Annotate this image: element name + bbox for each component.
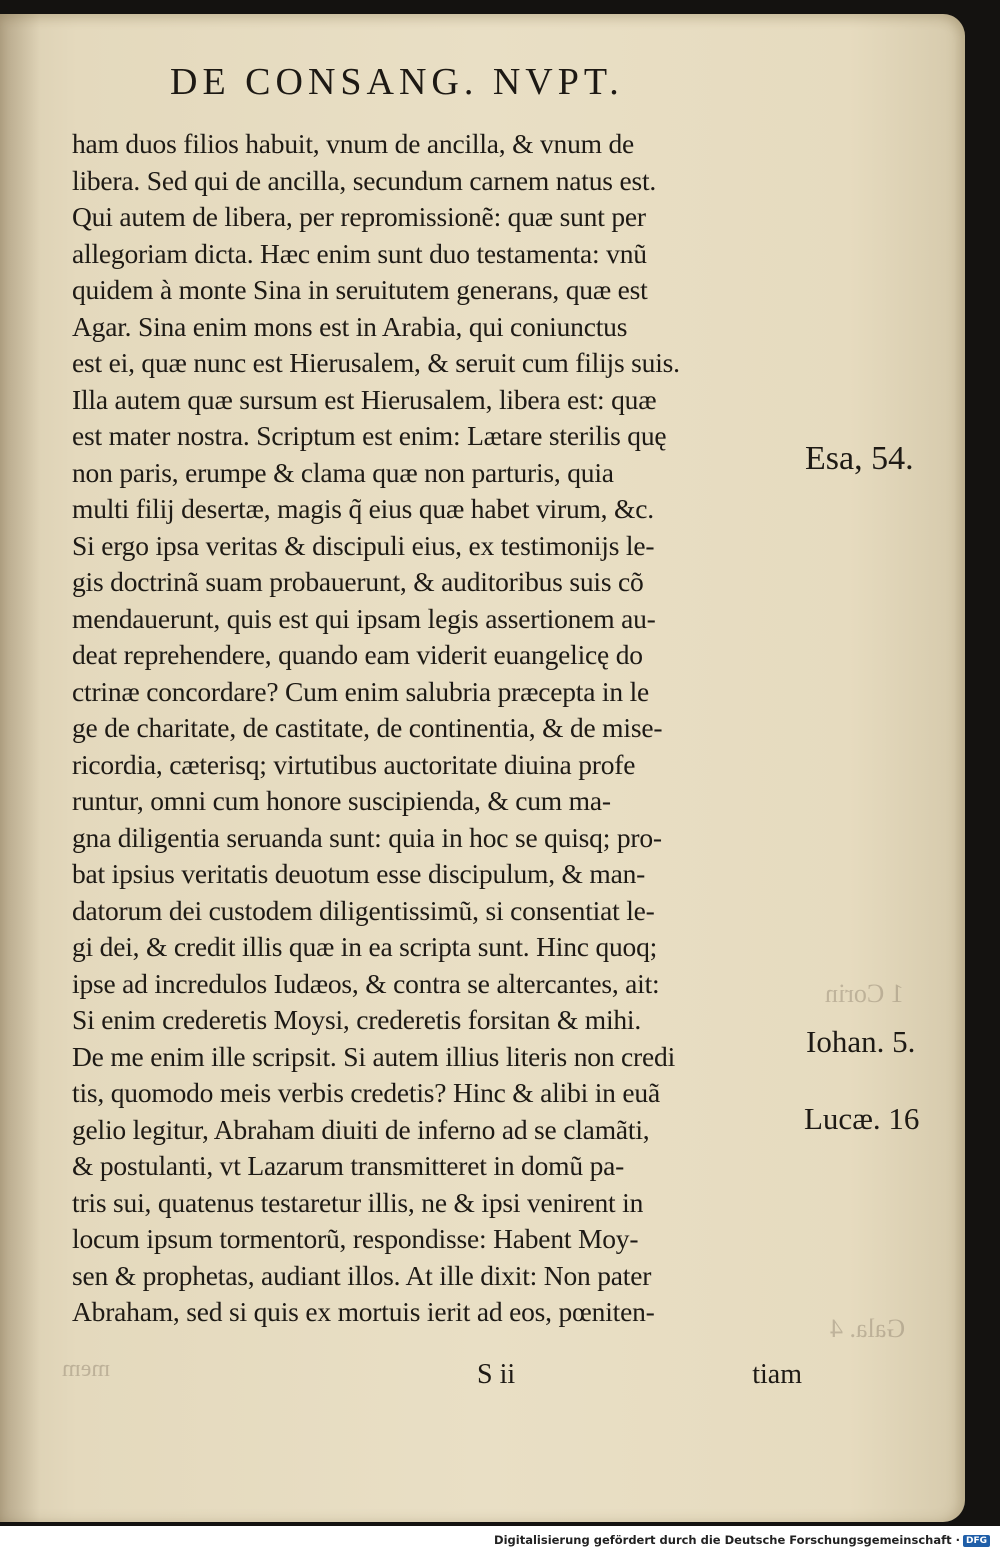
text-line: Agar. Sina enim mons est in Arabia, qui coniunctus — [72, 310, 628, 342]
text-line: Si ergo ipsa veritas & discipuli eius, ex testimonijs le- — [72, 529, 655, 561]
margin-note-lucae: Lucæ. 16 — [804, 1101, 920, 1136]
text-line: non paris, erumpe & clama quæ non parturis, quia — [72, 456, 614, 488]
text-line: tis, quomodo meis verbis credetis? Hinc & alibi in euã — [72, 1077, 660, 1108]
main-text-block — [72, 126, 802, 1331]
text-line: locum ipsum tormentorũ, respondisse: Habent Moy- — [72, 1223, 639, 1254]
bleed-through-mem: mem — [62, 1356, 110, 1382]
spine-shadow — [0, 14, 40, 1522]
text-line: sen & prophetas, audiant illos. At ille dixit: Non pater — [72, 1259, 652, 1291]
text-line: est mater nostra. Scriptum est enim: Lætare sterilis quę — [72, 420, 667, 451]
text-line: gi dei, & credit illis quæ in ea scripta sunt. Hinc quoq; — [72, 931, 658, 962]
text-line: bat ipsius veritatis deuotum esse discipulum, & man- — [72, 858, 646, 889]
text-line: Illa autem quæ sursum est Hierusalem, libera est: quæ — [72, 383, 657, 415]
funding-credit — [494, 1533, 990, 1547]
bleed-through-gala: Gala. 4 — [830, 1314, 906, 1343]
text-line: ham duos filios habuit, vnum de ancilla, & vnum de — [72, 128, 635, 159]
text-line: ipse ad incredulos Iudæos, & contra se altercantes, ait: — [72, 967, 660, 999]
text-line: ricordia, cæterisq; virtutibus auctoritate diuina profe — [72, 748, 636, 780]
text-line: gis doctrinã suam probauerunt, & auditoribus suis cõ — [72, 566, 644, 597]
signature-mark: S ii — [477, 1359, 516, 1390]
text-line: deat reprehendere, quando eam viderit euangelicę do — [72, 639, 643, 670]
text-line: Abraham, sed si quis ex mortuis ierit ad eos, pœniten- — [72, 1296, 655, 1327]
text-line: Qui autem de libera, per repromissionẽ: quæ sunt per — [72, 201, 646, 232]
book-page — [0, 14, 965, 1522]
page-footer — [72, 1359, 802, 1397]
margin-note-iohan: Iohan. 5. — [806, 1024, 916, 1059]
text-line: est ei, quæ nunc est Hierusalem, & seruit cum filijs suis. — [72, 347, 680, 378]
text-line: Si enim crederetis Moysi, crederetis forsitan & mihi. — [72, 1004, 642, 1035]
text-line: tris sui, quatenus testaretur illis, ne & ipsi venirent in — [72, 1186, 644, 1218]
text-line: ctrinæ concordare? Cum enim salubria præcepta in le — [72, 675, 650, 707]
text-line: multi filij desertæ, magis q̃ eius quæ habet virum, &c. — [72, 493, 654, 524]
text-line: De me enim ille scripsit. Si autem illius literis non credi — [72, 1040, 676, 1072]
text-line: & postulanti, vt Lazarum transmitteret in domũ pa- — [72, 1150, 625, 1181]
margin-note-esa: Esa, 54. — [805, 440, 914, 477]
catchword: tiam — [752, 1359, 802, 1390]
text-line: datorum dei custodem diligentissimũ, si consentiat le- — [72, 894, 655, 926]
text-line: gelio legitur, Abraham diuiti de inferno ad se clamãti, — [72, 1113, 650, 1145]
text-line: allegoriam dicta. Hæc enim sunt duo testamenta: vnũ — [72, 237, 647, 269]
dfg-logo: DFG — [963, 1535, 990, 1547]
bleed-through-corin: 1 Corin — [825, 979, 904, 1008]
text-line: runtur, omni cum honore suscipienda, & cum ma- — [72, 785, 611, 816]
text-line: libera. Sed qui de ancilla, secundum carnem natus est. — [72, 164, 657, 196]
running-title: DE CONSANG. NVPT. — [170, 61, 624, 103]
text-line: quidem à monte Sina in seruitutem generans, quæ est — [72, 274, 648, 305]
text-line: gna diligentia seruanda sunt: quia in hoc se quisq; pro- — [72, 821, 662, 853]
funding-credit-text: Digitalisierung gefördert durch die Deutsche Forschungsgemeinschaft · — [494, 1533, 960, 1547]
text-line: ge de charitate, de castitate, de continentia, & de mise- — [72, 712, 663, 743]
credit-bar — [0, 1526, 1000, 1556]
text-line: mendauerunt, quis est qui ipsam legis assertionem au- — [72, 602, 656, 634]
